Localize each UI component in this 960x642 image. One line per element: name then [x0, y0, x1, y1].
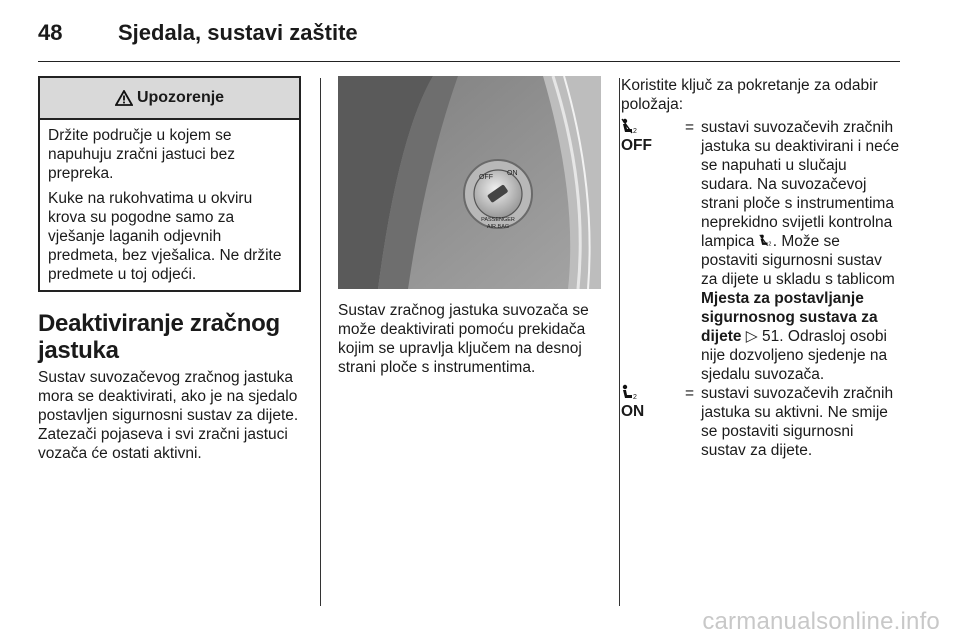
page-header: [38, 18, 358, 48]
indicator-lamp-icon: [759, 234, 773, 248]
page-number: 48: [38, 20, 63, 45]
header-rule: [38, 61, 900, 62]
svg-text:2: 2: [633, 394, 637, 401]
passenger-airbag-off-icon: [621, 118, 639, 136]
switch-label-line2: AIR BAG: [486, 224, 510, 230]
position-off-label: OFF: [621, 137, 652, 154]
warning-paragraph: Kuke na rukohvatima u okviru krova su pogodne samo za vješanje laganih odjevnih predmeta, bez vješalica. Ne držite predmete u toj odjeći.: [48, 190, 282, 283]
position-on-description: sustavi suvozačevih zračnih jastuka su aktivni. Ne smije se postaviti sigurnosni sustav za dijete.: [701, 385, 894, 459]
position-off-description: sustavi suvozačevih zračnih jastuka su deaktivirani i neće se napuhati u slučaju sudara. Na suvozačevoj strani ploče s instrumentima neprekidno svijetli kontrolna lampica 2 . Može se postaviti sigurnosni sustav za dijete u skladu s tablicom Mjesta za postavljanje sigurnosnog sustava za dijete ▷ 51. Odrasloj osobi nije dozvoljeno sjedenje na sjedalu suvozača.: [701, 119, 900, 383]
warning-body: [40, 120, 299, 290]
watermark: carmanualsonline.info: [702, 608, 940, 635]
chapter-title: Sjedala, sustavi zaštite: [118, 20, 358, 45]
svg-text:2: 2: [633, 128, 637, 135]
column-left: [38, 76, 301, 463]
warning-header: [40, 78, 299, 120]
dashboard-illustration: [338, 76, 601, 289]
svg-text:OFF: OFF: [479, 174, 493, 181]
page-reference: 51.: [762, 328, 784, 345]
svg-text:ON: ON: [507, 170, 518, 177]
positions-intro: Koristite ključ za pokretanje za odabir položaja:: [621, 77, 878, 113]
svg-text:2: 2: [768, 241, 772, 248]
section-heading: Deaktiviranje zračnog jastuka: [38, 310, 280, 364]
position-on-label: ON: [621, 403, 645, 420]
warning-triangle-icon: [115, 90, 133, 106]
warning-box: [38, 76, 301, 292]
equals-sign: =: [685, 119, 695, 136]
column-right: [621, 76, 903, 460]
column-divider-1: [320, 78, 321, 606]
column-middle: [338, 76, 601, 377]
airbag-switch-photo: [338, 76, 601, 289]
section-body: Sustav suvozačevog zračnog jastuka mora se deaktivirati, ako je na sjedalo postavljen sigurnosni sustav za dijete. Zatezači pojaseva i svi zračni jastuci vozača će ostati aktivni.: [38, 369, 299, 462]
warning-title: Upozorenje: [136, 89, 225, 106]
cross-reference-link[interactable]: Mjesta za postavljanje sigurnosnog sustava za dijete: [701, 290, 878, 345]
position-off: [621, 118, 903, 384]
figure-caption: Sustav zračnog jastuka suvozača se može deaktivirati pomoću prekidača kojim se upravlja ključem na desnoj strani ploče s instrumentima.: [338, 302, 589, 376]
column-divider-2: [619, 78, 620, 606]
page-ref-arrow-icon: ▷: [745, 328, 758, 345]
position-on: [621, 384, 903, 460]
switch-label-line1: PASSENGER: [481, 217, 515, 223]
passenger-airbag-on-icon: [621, 384, 639, 402]
warning-paragraph: Držite područje u kojem se napuhuju zračni jastuci bez prepreka.: [48, 127, 235, 182]
equals-sign: =: [685, 385, 695, 402]
